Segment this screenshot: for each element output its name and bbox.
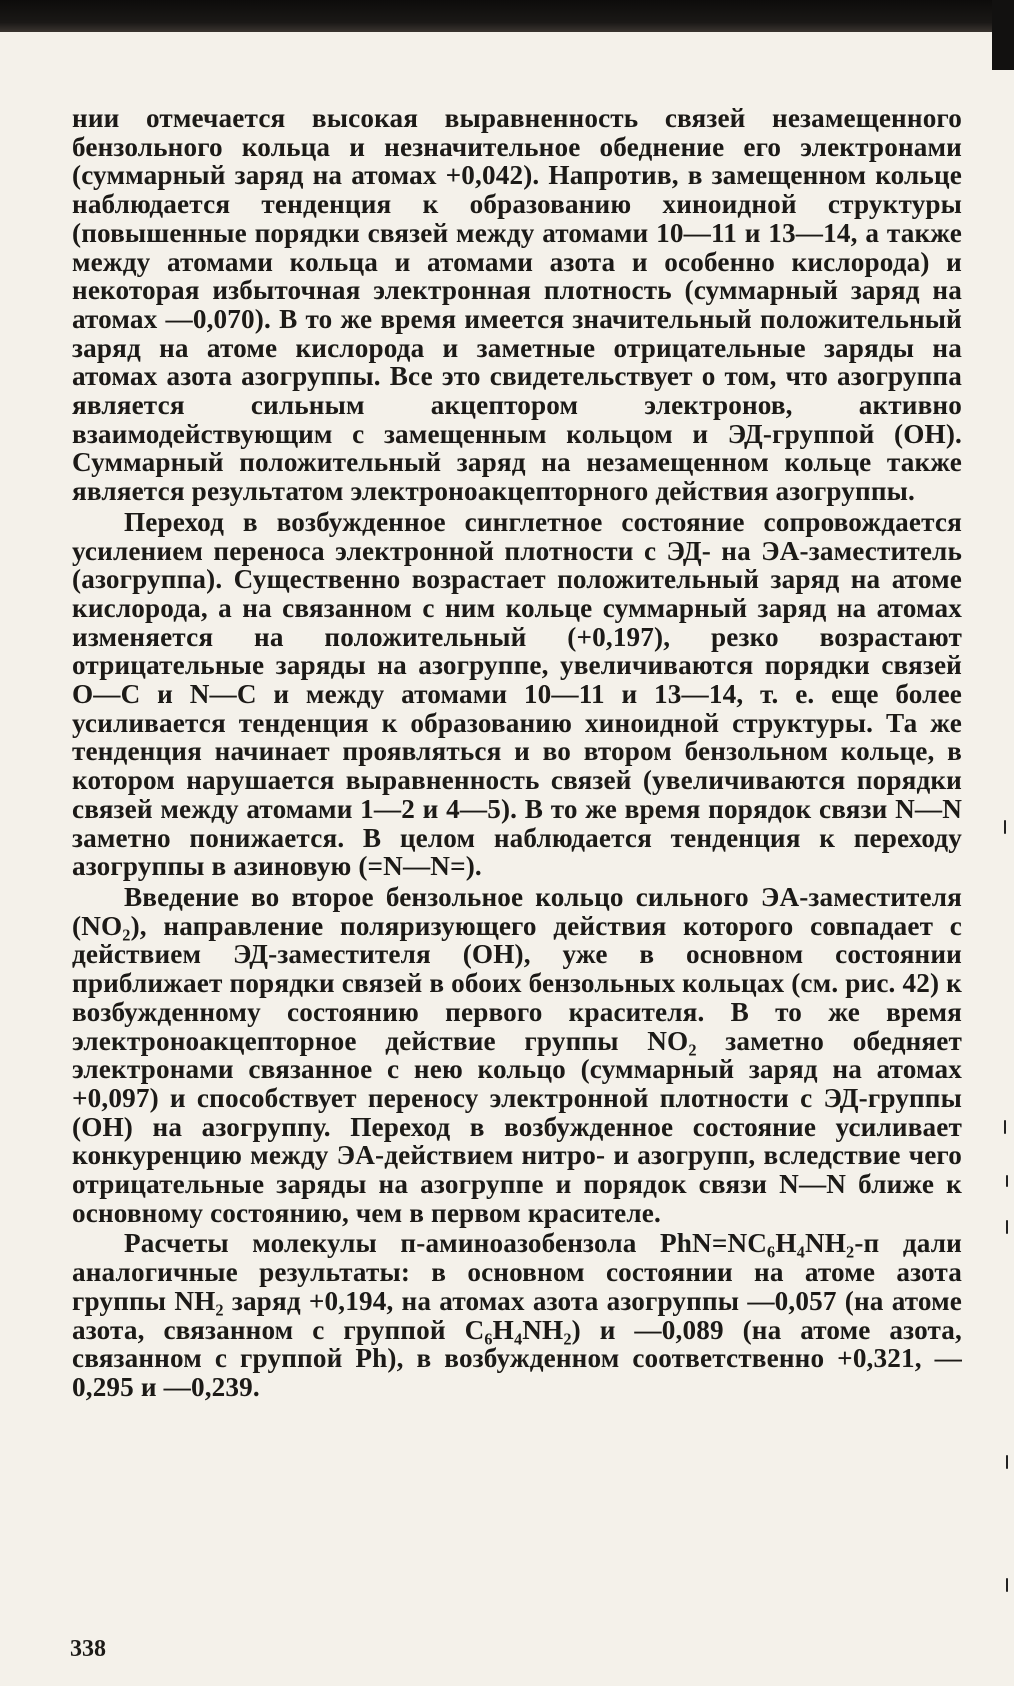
- scan-speck: [1004, 1120, 1006, 1134]
- page-body: [72, 104, 962, 1402]
- scan-speck: [1006, 1455, 1008, 1469]
- scan-corner-shadow: [992, 0, 1014, 70]
- paragraph-4: Расчеты молекулы п-аминоазобензола PhN=NC₆H₄NH₂-п дали аналогичные результаты: в основном состоянии на атоме азота группы NH₂ заряд +0,194, на атомах азота азогруппы —0,057 (на атоме азота, связанном с группой C₆H₄NH₂) и —0,089 (на атоме азота, связанном с группой Ph), в возбужденном соответственно +0,321, —0,295 и —0,239.: [72, 1228, 962, 1402]
- paragraph-2: Переход в возбужденное синглетное состояние сопровождается усилением переноса электронной плотности с ЭД- на ЭА-заместитель (азогруппа). Существенно возрастает положительный заряд на атоме кислорода, а на связанном с ним кольце суммарный заряд на атомах изменяется на положительный (+0,197), резко возрастают отрицательные заряды на азогруппе, увеличиваются порядки связей О—С и N—С и между атомами 10—11 и 13—14, т. е. еще более усиливается тенденция к образованию хиноидной структуры. Та же тенденция начинает проявляться и во втором бензольном кольце, в котором нарушается выравненность связей (увеличиваются порядки связей между атомами 1—2 и 4—5). В то же время порядок связи N—N заметно понижается. В целом наблюдается тенденция к переходу азогруппы в азиновую (=N—N=).: [72, 506, 962, 882]
- scan-speck: [1004, 820, 1006, 834]
- paragraph-3: Введение во второе бензольное кольцо сильного ЭА-заместителя (NO₂), направление поляризующего действия которого совпадает с действием ЭД-заместителя (ОН), уже в основном состоянии приближает порядки связей в обоих бензольных кольцах (см. рис. 42) к возбужденному состоянию первого красителя. В то же время электроноакцепторное действие группы NO₂ заметно обедняет электронами связанное с нею кольцо (суммарный заряд на атомах +0,097) и способствует переносу электронной плотности с ЭД-группы (ОН) на азогруппу. Переход в возбужденное состояние усиливает конкуренцию между ЭА-действием нитро- и азогрупп, вследствие чего отрицательные заряды на азогруппе и порядок связи N—N ближе к основному состоянию, чем в первом красителе.: [72, 881, 962, 1228]
- paragraph-1: нии отмечается высокая выравненность связей незамещенного бензольного кольца и незначительное обеднение его электронами (суммарный заряд на атомах +0,042). Напротив, в замещенном кольце наблюдается тенденция к образованию хиноидной структуры (повышенные порядки связей между атомами 10—11 и 13—14, а также между атомами кольца и атомами азота и особенно кислорода) и некоторая избыточная электронная плотность (суммарный заряд на атомах —0,070). В то же время имеется значительный положительный заряд на атоме кислорода и заметные отрицательные заряды на атомах азота азогруппы. Все это свидетельствует о том, что азогруппа является сильным акцептором электронов, активно взаимодействующим с замещенным кольцом и ЭД-группой (ОН). Суммарный положительный заряд на незамещенном кольце также является результатом электроноакцепторного действия азогруппы.: [72, 103, 962, 507]
- scan-speck: [1006, 1175, 1008, 1187]
- scan-speck: [1006, 1578, 1008, 1592]
- page-number: 338: [70, 1636, 106, 1662]
- scan-top-edge: [0, 0, 1014, 32]
- scan-speck: [1006, 1220, 1008, 1234]
